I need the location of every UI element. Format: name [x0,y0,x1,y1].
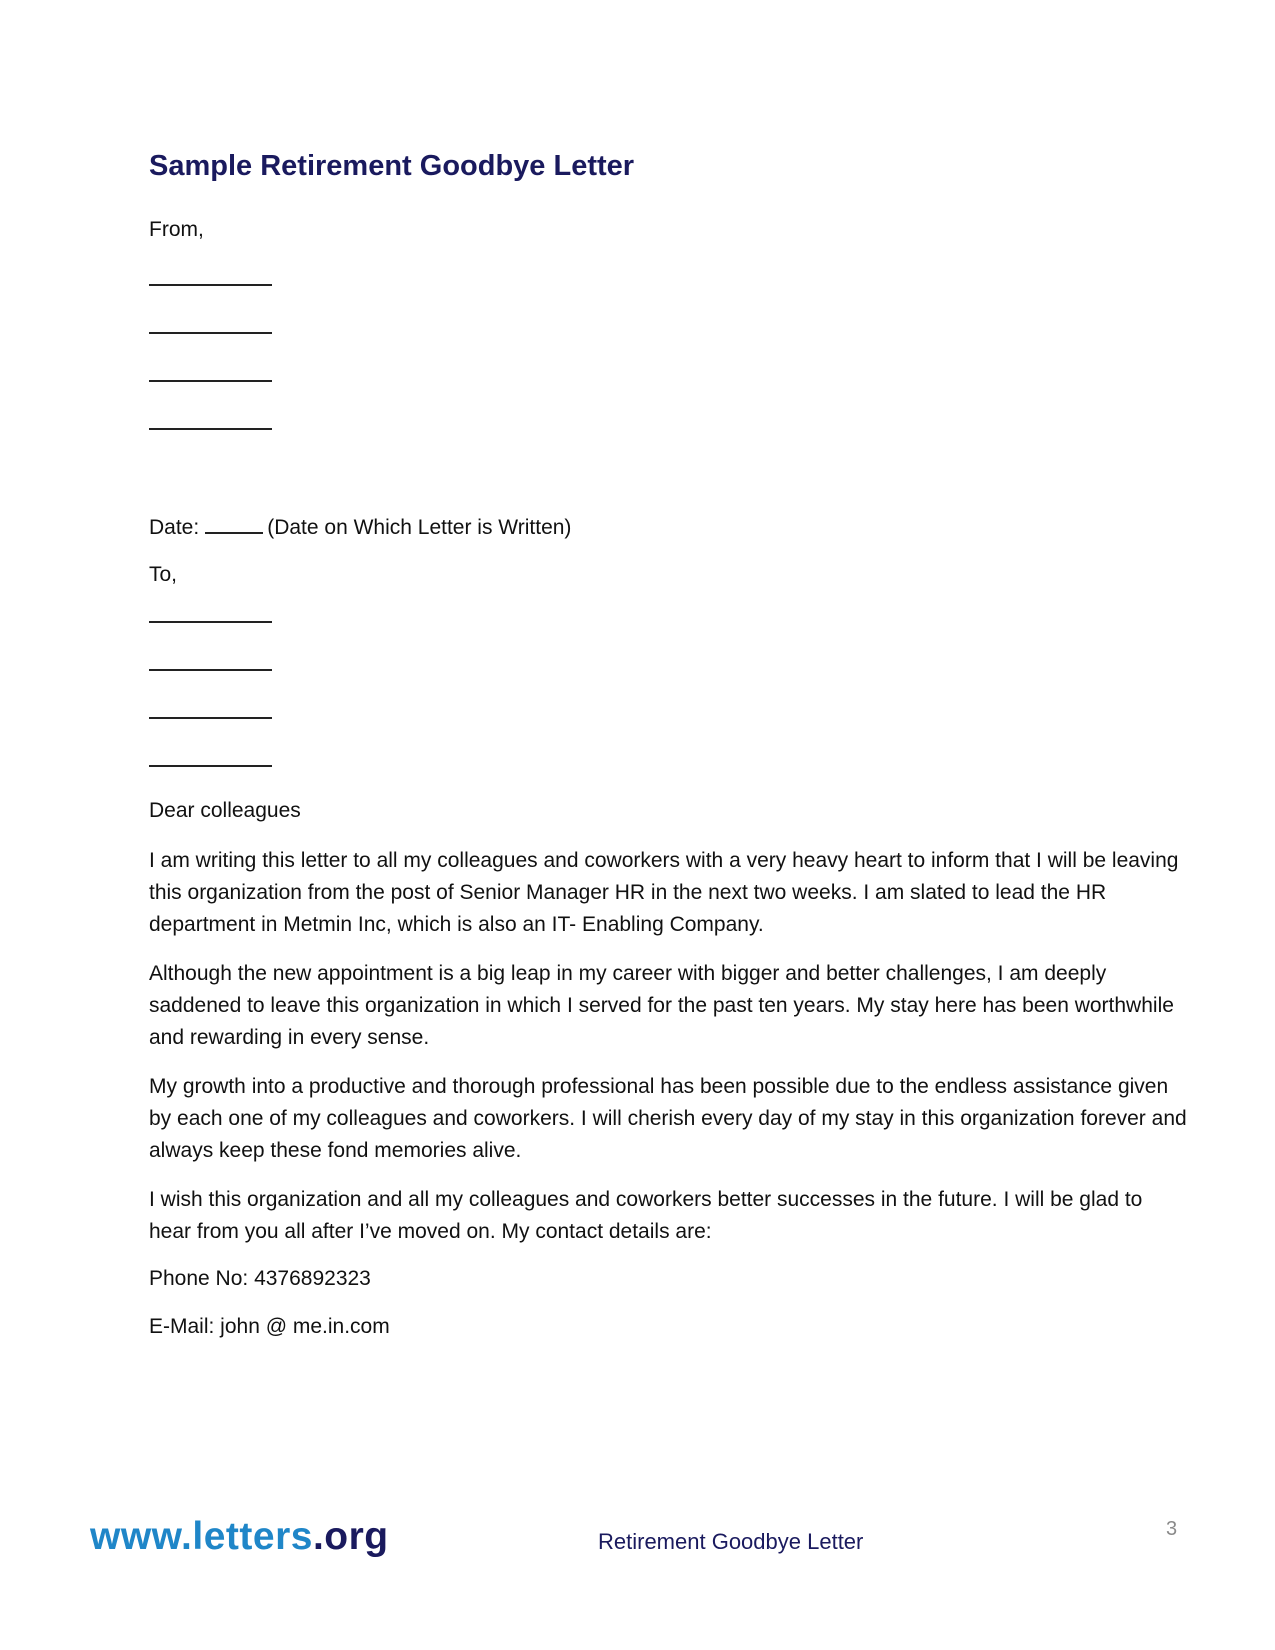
body-paragraph: My growth into a productive and thorough professional has been possible due to the endless assistance given by each one of my colleagues and coworkers. I will cherish every day of my stay in this organization forever and always keep these fond memories alive. [149,1075,1187,1162]
site-logo [90,1515,389,1559]
body-paragraph: I wish this organization and all my colleagues and coworkers better successes in the future. I will be glad to hear from you all after I’ve moved on. My contact details are: [149,1188,1143,1243]
body-paragraph: I am writing this letter to all my colleagues and coworkers with a very heavy heart to inform that I will be leaving this organization from the post of Senior Manager HR in the next two weeks. I am slated to lead the HR department in Metmin Inc, which is also an IT- Enabling Company. [149,849,1179,936]
from-blank-line-4 [149,428,272,430]
phone-number: Phone No: 4376892323 [149,1267,371,1290]
logo-tld: .org [312,1515,389,1558]
email-address: E-Mail: john @ me.in.com [149,1315,390,1338]
date-hint: (Date on Which Letter is Written) [267,516,572,539]
from-blank-line-1 [149,284,272,286]
footer-title: Retirement Goodbye Letter [598,1529,864,1554]
salutation: Dear colleagues [149,799,301,822]
date-line [149,514,571,542]
date-label: Date: [149,516,200,539]
document-title: Sample Retirement Goodbye Letter [149,150,635,182]
to-blank-line-1 [149,621,272,623]
logo-main: www.letters [90,1515,313,1558]
date-blank [205,514,263,534]
from-blank-line-3 [149,380,272,382]
to-label: To, [149,563,178,586]
page-number: 3 [1166,1518,1178,1540]
from-blank-line-2 [149,332,272,334]
from-label: From, [149,218,204,241]
to-blank-line-4 [149,765,272,767]
to-blank-line-2 [149,669,272,671]
body-paragraph: Although the new appointment is a big leap in my career with bigger and better challenges, I am deeply saddened to leave this organization in which I served for the past ten years. My stay here has been worthwhile and rewarding in every sense. [149,962,1174,1049]
to-blank-line-3 [149,717,272,719]
